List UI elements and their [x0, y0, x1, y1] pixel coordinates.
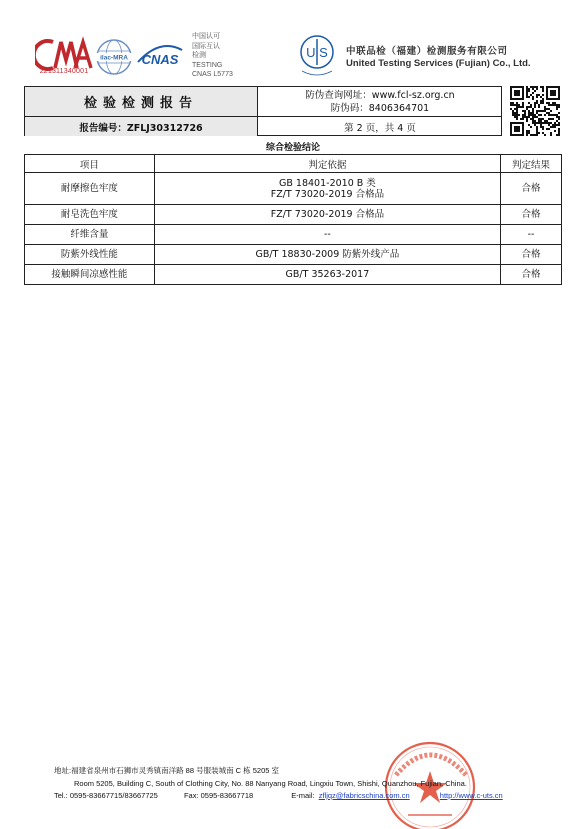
svg-text:CNAS: CNAS: [141, 52, 179, 67]
footer-contacts: [54, 791, 503, 800]
cell-result: 合格: [501, 205, 562, 225]
cnas-line: TESTING: [192, 61, 223, 69]
cnas-line: 中国认可: [192, 33, 220, 40]
cnas-logo: [136, 42, 184, 68]
anti-fake-site: 防伪查询网址：www.fcl-sz.org.cn: [305, 90, 455, 101]
cnas-line: CNAS L5773: [192, 71, 233, 78]
cnas-line: 国际互认: [192, 42, 220, 50]
anti-fake-code: 防伪码：8406364701: [330, 103, 430, 114]
section-title: 综合检验结论: [265, 143, 320, 153]
conclusion-table: [24, 154, 562, 285]
cell-basis: --: [154, 225, 500, 245]
report-number: 报告编号：ZFLJ30312726: [25, 117, 257, 136]
cell-item: 接触瞬间凉感性能: [25, 265, 155, 285]
report-title: 检验检测报告: [25, 87, 257, 116]
cell-basis: GB/T 35263-2017: [154, 265, 500, 285]
cell-basis: FZ/T 73020-2019 合格品: [154, 205, 500, 225]
cell-item: 耐皂洗色牢度: [25, 205, 155, 225]
column-header-basis: 判定依据: [154, 155, 500, 173]
basis-line: FZ/T 73020-2019 合格品: [270, 188, 385, 200]
table-header-row: [25, 155, 562, 173]
footer-address-en: Room 5205, Building C, South of Clothing City, No. 88 Nanyang Road, Lingxiu Town, Shishi, Quanzhou, Fujian, China.: [74, 779, 467, 788]
table-row: [25, 245, 562, 265]
qr-code: [510, 86, 560, 136]
basis-line: GB 18401-2010 B 类: [279, 177, 376, 189]
footer-tel: Tel.: 0595-83667715/83667725: [54, 791, 158, 800]
cell-result: 合格: [501, 265, 562, 285]
company-name-en: United Testing Services (Fujian) Co., Ltd.: [346, 58, 531, 69]
svg-text:U S: U S: [306, 45, 328, 60]
cma-logo: [35, 36, 93, 82]
page-info: 第 2 页，共 4 页: [344, 122, 416, 134]
footer-fax: Fax: 0595-83667718: [183, 791, 254, 800]
table-row: [25, 265, 562, 285]
column-header-result: 判定结果: [501, 155, 562, 173]
cnas-accreditation-text: [192, 32, 233, 80]
footer-address-cn: 地址:福建省泉州市石狮市灵秀镇南洋路 88 号服装城南 C 栋 5205 室: [54, 766, 280, 775]
cell-item: 防紫外线性能: [25, 245, 155, 265]
cnas-line: 检测: [192, 52, 206, 59]
svg-text:ilac-MRA: ilac-MRA: [100, 54, 128, 62]
company-name-cn: 中联品检（福建）检测服务有限公司: [346, 46, 508, 57]
cma-code: 221311340001: [39, 68, 89, 75]
uts-logo: [296, 33, 338, 79]
table-row: [25, 173, 562, 205]
report-header-table: [24, 86, 502, 136]
column-header-item: 项目: [25, 155, 155, 173]
anti-fake-info: [258, 89, 502, 115]
footer-website-link[interactable]: http://www.c-uts.cn: [439, 791, 503, 800]
ilac-mra-logo: [94, 38, 134, 76]
cell-basis: GB/T 18830-2009 防紫外线产品: [154, 245, 500, 265]
cell-basis: [154, 173, 500, 205]
cell-result: 合格: [501, 173, 562, 205]
table-row: [25, 205, 562, 225]
table-row: [25, 225, 562, 245]
footer-email-label: E-mail:: [291, 791, 315, 800]
cell-item: 纤维含量: [25, 225, 155, 245]
cell-item: 耐摩擦色牢度: [25, 173, 155, 205]
footer-email-link[interactable]: zfljqz@fabricschina.com.cn: [318, 791, 410, 800]
cell-result: --: [501, 225, 562, 245]
cell-result: 合格: [501, 245, 562, 265]
